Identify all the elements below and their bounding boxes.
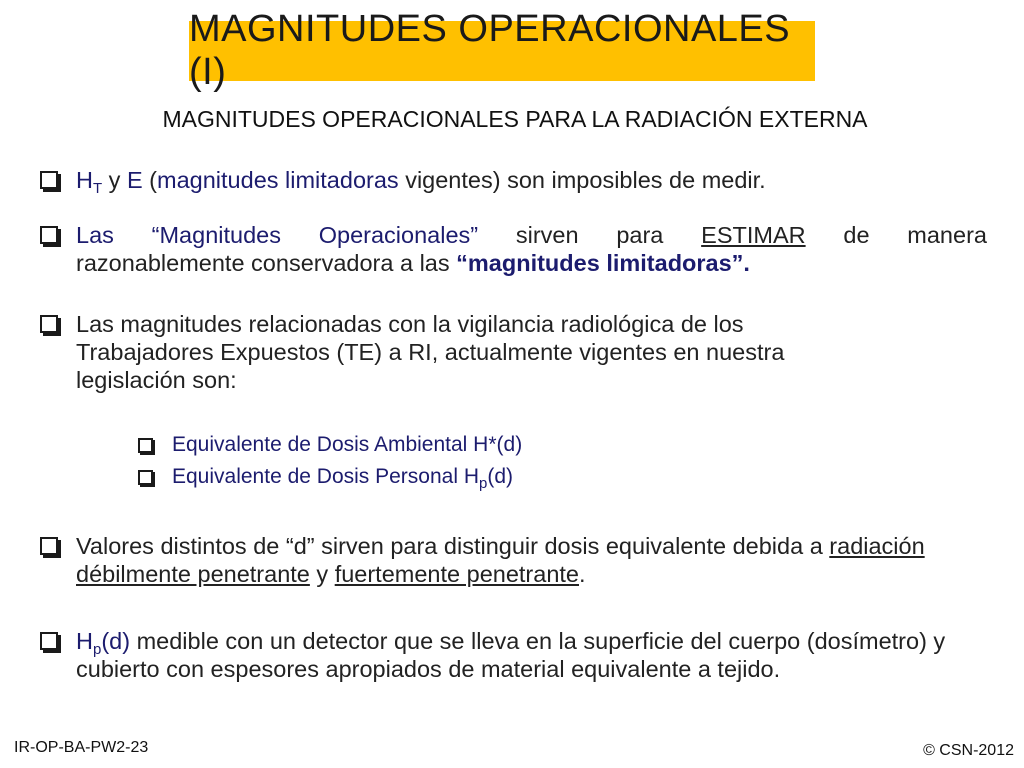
footer-copyright: © CSN-2012 <box>923 742 1014 759</box>
sub-bullet-2 <box>138 464 513 490</box>
bullet-3-text: Las magnitudes relacionadas con la vigilancia radiológica de los Trabajadores Expuestos (TE) a RI, actualmente vigentes en nuestra legislación son: <box>76 311 785 393</box>
bullet-1-text-b: ( <box>142 167 158 193</box>
slide-title: MAGNITUDES OPERACIONALES (I) <box>189 8 791 93</box>
checkbox-bullet-icon <box>40 632 58 650</box>
estimar-underlined: ESTIMAR <box>701 222 806 248</box>
sub-bullet-1 <box>138 432 522 458</box>
bullet-1-ht: $H_T$ <box>76 167 103 197</box>
checkbox-bullet-icon <box>40 171 58 189</box>
bullet-1-text-a: y <box>102 167 127 193</box>
bullet-1-text-c: vigentes) son imposibles de medir. <box>398 167 766 193</box>
checkbox-bullet-icon <box>138 438 153 453</box>
checkbox-bullet-icon <box>138 470 153 485</box>
slide-title-box <box>189 8 815 93</box>
footer-reference: IR-OP-BA-PW2-23 <box>14 739 149 756</box>
bullet-1-e: E <box>126 167 143 193</box>
bullet-4-text: Valores distintos de “d” sirven para distinguir dosis equivalente debida a radiación débilmente penetrante y fuertemente penetrante. <box>76 533 925 587</box>
sub-bullet-1-text: Equivalente de Dosis Ambiental H*(d) <box>172 433 523 456</box>
checkbox-bullet-icon <box>40 537 58 555</box>
bullet-2-line-2: razonablemente conservadora a las “magnitudes limitadoras”. <box>76 250 750 276</box>
bullet-3 <box>42 310 872 394</box>
bullet-1-highlight: magnitudes limitadoras <box>157 167 399 193</box>
checkbox-bullet-icon <box>40 226 58 244</box>
bullet-1 <box>42 166 987 197</box>
bullet-2-line-1: Las “Magnitudes Operacionales” sirven para ESTIMAR de manera <box>76 222 987 248</box>
bullet-5-text: $H_p(d)$ medible con un detector que se lleva en la superficie del cuerpo (dosímetro) y cubierto con espesores apropiados de material equivalente a tejido. <box>76 628 946 682</box>
bullet-2 <box>42 221 987 277</box>
bullet-5 <box>42 627 992 683</box>
bullet-4 <box>42 532 972 588</box>
checkbox-bullet-icon <box>40 315 58 333</box>
sub-bullet-2-text: Equivalente de Dosis Personal $H_p(d)$ <box>172 465 514 492</box>
slide-subtitle: MAGNITUDES OPERACIONALES PARA LA RADIACIÓN EXTERNA <box>162 106 868 132</box>
